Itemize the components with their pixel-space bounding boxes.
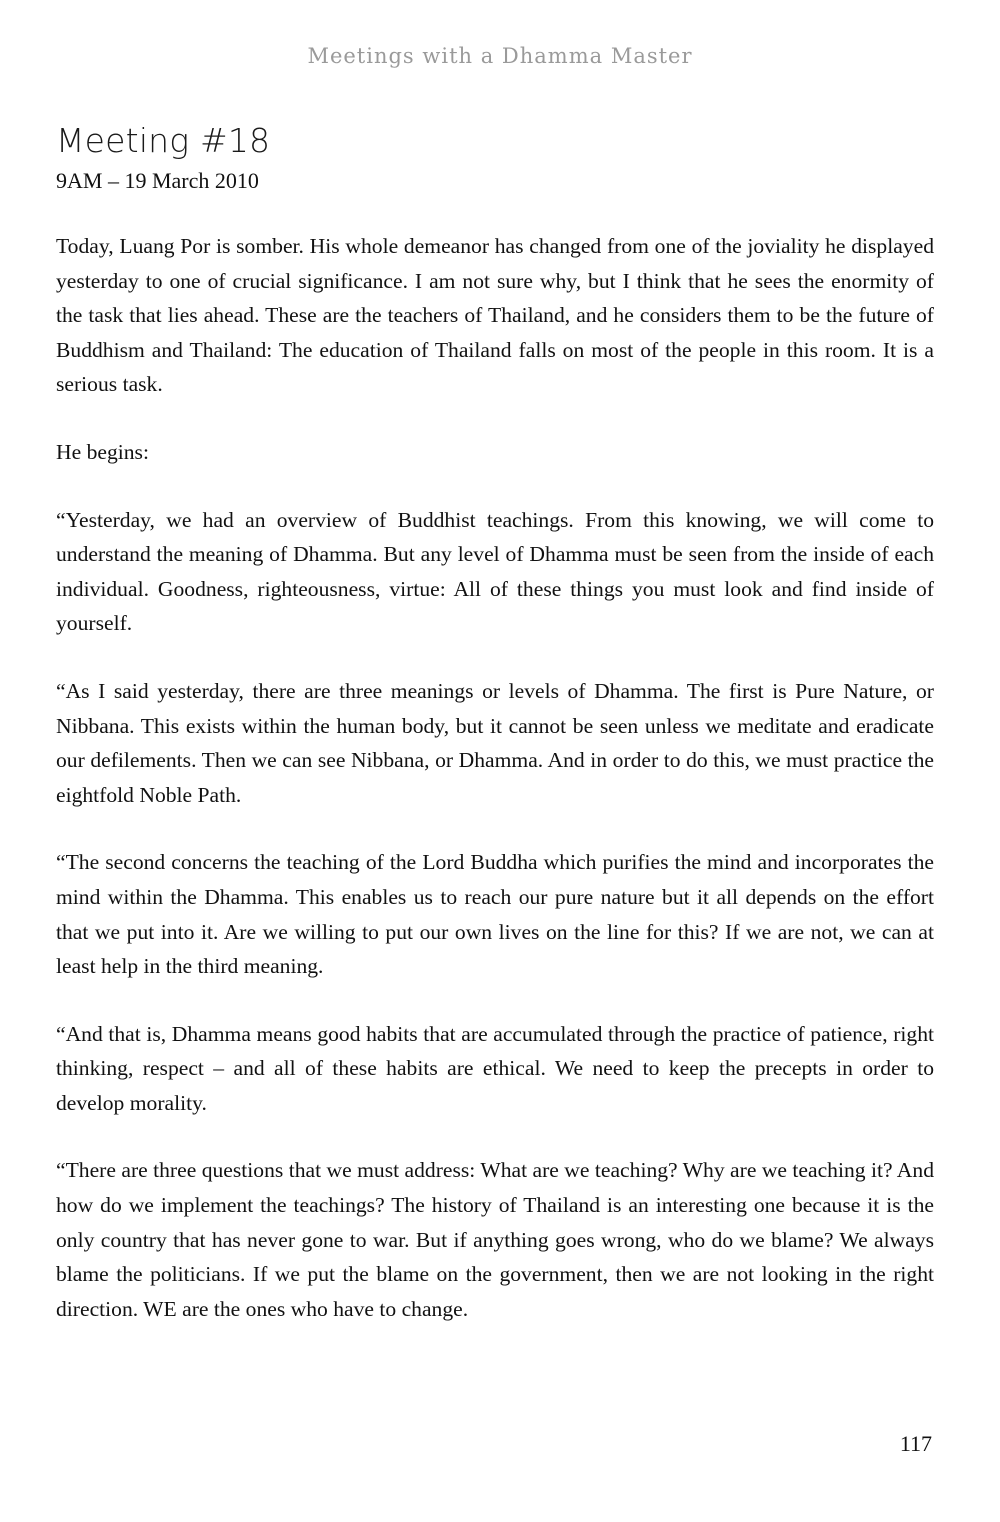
page-number: 117 xyxy=(899,1431,932,1456)
paragraph: “And that is, Dhamma means good habits that are accumulated through the practice of patience, right thinking, respect – and all of these habits are ethical. We need to keep the precepts in order to develop morality. xyxy=(56,1021,934,1115)
meeting-title: Meeting #18 xyxy=(56,121,271,160)
paragraph: Today, Luang Por is somber. His whole demeanor has changed from one of the joviality he displayed yesterday to one of crucial significance. I am not sure why, but I think that he sees the enormity of the task that lies ahead. These are the teachers of Thailand, and he considers them to be the future of Buddhism and Thailand: The education of Thailand falls on most of the people in this room. It is a serious task. xyxy=(56,234,934,397)
paragraph: “Yesterday, we had an overview of Buddhist teachings. From this knowing, we will come to understand the meaning of Dhamma. But any level of Dhamma must be seen from the inside of each individual. Goodness, righteousness, virtue: All of these things you must look and find inside of yourself. xyxy=(56,507,934,636)
paragraph: “There are three questions that we must address: What are we teaching? Why are we teaching it? And how do we implement the teachings? The history of Thailand is an interesting one because it is the only country that has never gone to war. But if anything goes wrong, who do we blame? We always blame the politicians. If we put the blame on the government, then we are not looking in the right direction. WE are the ones who have to change. xyxy=(56,1158,934,1321)
body-text xyxy=(56,229,934,1359)
paragraph: “As I said yesterday, there are three meanings or levels of Dhamma. The first is Pure Nature, or Nibbana. This exists within the human body, but it cannot be seen unless we meditate and eradicate our defilements. Then we can see Nibbana, or Dhamma. And in order to do this, we must practice the eightfold Noble Path. xyxy=(56,678,934,807)
paragraph: He begins: xyxy=(56,439,149,464)
running-header: Meetings with a Dhamma Master xyxy=(307,44,693,68)
paragraph: “The second concerns the teaching of the Lord Buddha which purifies the mind and incorporates the mind within the Dhamma. This enables us to reach our pure nature but it all depends on the effort that we put into it. Are we willing to put our own lives on the line for this? If we are not, we can at least help in the third meaning. xyxy=(56,850,934,979)
meeting-date: 9AM – 19 March 2010 xyxy=(56,168,259,193)
